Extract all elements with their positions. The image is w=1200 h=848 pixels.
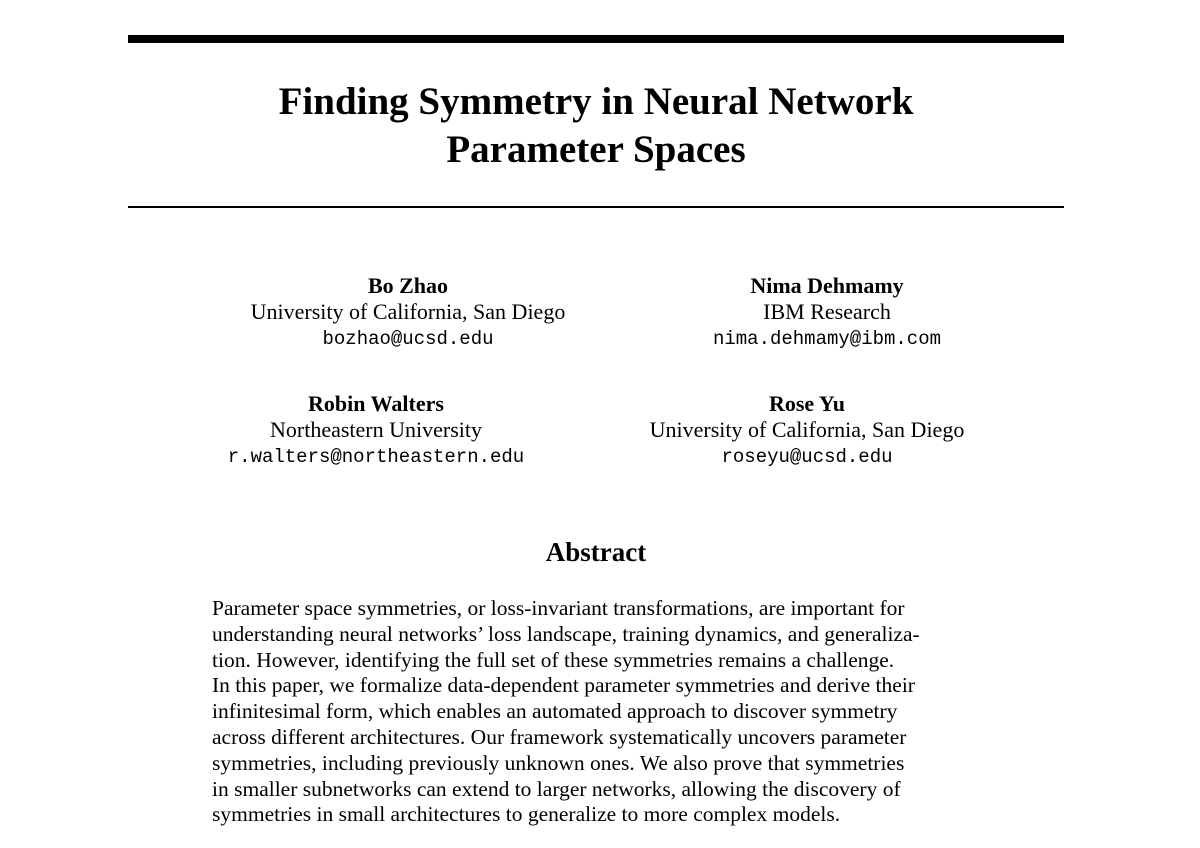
abstract-heading: Abstract — [545, 537, 647, 567]
author-block-nima-dehmamy — [617, 273, 1037, 353]
abstract-line: infinitesimal form, which enables an automated approach to discover symmetry — [212, 699, 898, 724]
author-block-rose-yu — [597, 391, 1017, 471]
author-email: nima.dehmamy@ibm.com — [712, 328, 942, 350]
author-name: Nima Dehmamy — [750, 273, 904, 298]
title-bottom-rule — [128, 206, 1064, 208]
author-block-bo-zhao — [198, 273, 618, 353]
author-block-robin-walters — [166, 391, 586, 471]
author-affiliation: University of California, San Diego — [649, 417, 965, 442]
paper-title-line-2: Parameter Spaces — [446, 128, 746, 171]
author-email: r.walters@northeastern.edu — [227, 446, 525, 468]
abstract-line: Parameter space symmetries, or loss-invariant transformations, are important for — [212, 596, 905, 620]
paper-title — [128, 78, 1064, 174]
author-name: Robin Walters — [308, 391, 444, 416]
author-affiliation: University of California, San Diego — [250, 299, 566, 324]
abstract-line: symmetries in small architectures to generalize to more complex models. — [212, 802, 841, 827]
abstract-line: across different architectures. Our framework systematically uncovers parameter — [212, 724, 907, 749]
author-name: Bo Zhao — [367, 273, 449, 298]
abstract-line: in smaller subnetworks can extend to larger networks, allowing the discovery of — [212, 776, 901, 801]
abstract-line: understanding neural networks’ loss landscape, training dynamics, and generaliza- — [212, 621, 920, 646]
abstract-line: tion. However, identifying the full set of these symmetries remains a challenge. — [212, 647, 895, 672]
author-email: bozhao@ucsd.edu — [322, 328, 494, 350]
author-affiliation: IBM Research — [763, 299, 891, 324]
author-name: Rose Yu — [768, 391, 845, 416]
title-top-rule — [128, 35, 1064, 43]
abstract-line: In this paper, we formalize data-dependent parameter symmetries and derive their — [212, 673, 915, 698]
author-affiliation: Northeastern University — [270, 417, 482, 442]
paper-title-line-1: Finding Symmetry in Neural Network — [278, 80, 914, 123]
abstract-body — [212, 596, 984, 828]
abstract-line: symmetries, including previously unknown ones. We also prove that symmetries — [212, 750, 905, 775]
author-email: roseyu@ucsd.edu — [721, 446, 893, 468]
